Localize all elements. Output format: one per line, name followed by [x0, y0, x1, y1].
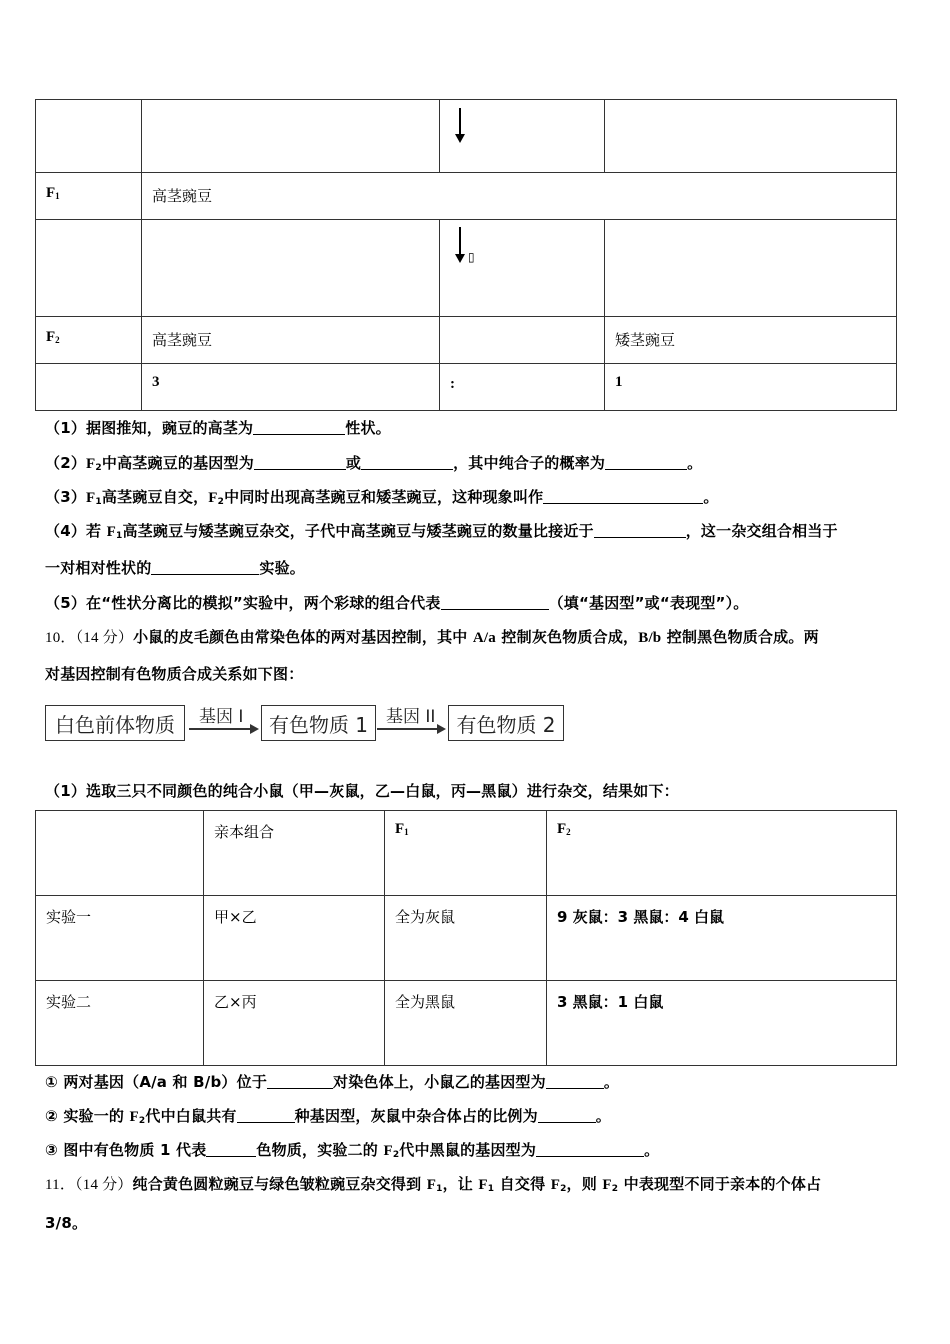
table-cell: [204, 896, 385, 981]
text: F: [383, 1143, 393, 1159]
ratio-value: 3: [152, 374, 160, 390]
answer-blank[interactable]: [151, 560, 259, 575]
table-row: [36, 896, 897, 981]
table-cell: [36, 173, 142, 220]
generation-label: F: [46, 185, 56, 201]
right-arrow-icon: [377, 728, 444, 730]
answer-blank[interactable]: [546, 1074, 604, 1089]
subscript: 1: [436, 1184, 443, 1194]
text: 9 灰鼠：3 黑鼠：4 白鼠: [557, 908, 724, 926]
question-10-stem-cont: [45, 663, 303, 684]
gene-label: A/a: [472, 630, 496, 646]
text: 3/8。: [45, 1214, 88, 1232]
text: 有色物质 1: [268, 712, 369, 737]
table-cell: [36, 220, 142, 317]
text: ，这一杂交组合相当于: [685, 522, 838, 540]
text: 色物质，实验二的: [256, 1141, 384, 1159]
table-cell: [204, 981, 385, 1066]
table-cell: [142, 173, 897, 220]
table-cell: [142, 317, 440, 364]
text: 全为灰鼠: [395, 908, 456, 926]
question-9-5: [45, 592, 749, 613]
text: 代中白鼠共有: [145, 1107, 237, 1125]
table-cell: [385, 981, 547, 1066]
question-11-stem: [45, 1173, 821, 1194]
text: 控制灰色物质合成，: [496, 628, 639, 646]
text: 高茎豌豆自交，: [101, 488, 209, 506]
table-cell: [142, 364, 440, 411]
table-cell: [605, 100, 897, 173]
answer-blank[interactable]: [543, 489, 703, 504]
question-10-1: [45, 780, 679, 801]
text: 实验。: [259, 559, 306, 577]
question-score: （14 分）: [75, 630, 134, 646]
table-cell: [440, 220, 605, 317]
question-9-2: [45, 452, 702, 473]
table-row: [36, 364, 897, 411]
answer-blank[interactable]: [237, 1108, 295, 1123]
table-cell: [142, 220, 440, 317]
text: 。: [703, 488, 719, 506]
flow-box-color-1: [261, 705, 376, 741]
text: 高茎豌豆与矮茎豌豆杂交，子代中高茎豌豆与矮茎豌豆的数量比接近于: [122, 522, 594, 540]
text: ② 实验一的: [45, 1107, 130, 1125]
text: F: [602, 1177, 612, 1193]
text: F: [86, 456, 96, 472]
question-10-c3: [45, 1139, 659, 1160]
text: 一对相对性状的: [45, 559, 152, 577]
text: F: [426, 1177, 437, 1193]
text: $F_1$: [395, 821, 409, 837]
table-header-cell: [204, 811, 385, 896]
answer-blank[interactable]: [605, 455, 687, 470]
text: （1）选取三只不同颜色的纯合小鼠（甲—灰鼠，乙—白鼠，丙—黑鼠）进行杂交，结果如下：: [45, 782, 679, 800]
ratio-value: 1: [615, 374, 623, 390]
subscript: 2: [95, 463, 102, 473]
text: $F_2$: [557, 821, 571, 837]
table-cell: [605, 220, 897, 317]
phenotype-text: 矮茎豌豆: [615, 331, 676, 349]
text: 对染色体上，小鼠乙的基因型为: [333, 1073, 546, 1091]
text: （5）在“性状分离比的模拟”实验中，两个彩球的组合代表: [45, 594, 441, 612]
subscript: 2: [560, 1184, 567, 1194]
table-cell: [385, 896, 547, 981]
table-row: [36, 220, 897, 317]
subscript: 1: [55, 191, 60, 201]
text: 纯合黄色圆粒豌豆与绿色皱粒豌豆杂交得到: [132, 1175, 427, 1193]
text: F: [208, 490, 218, 506]
answer-blank[interactable]: [206, 1142, 256, 1157]
text: [36, 811, 203, 821]
table-cell: [547, 896, 897, 981]
table-row: [36, 173, 897, 220]
text: 中同时出现高茎豌豆和矮茎豌豆，这种现象叫作: [224, 488, 544, 506]
table-cell: [605, 364, 897, 411]
text: （4）若: [45, 522, 107, 540]
answer-blank[interactable]: [594, 523, 686, 538]
table-cell: [547, 981, 897, 1066]
text: F: [550, 1177, 561, 1193]
text: （填“基因型”或“表现型”）。: [548, 594, 749, 612]
text: 对基因控制有色物质合成关系如下图：: [45, 665, 304, 683]
question-10-c1: [45, 1071, 619, 1092]
question-9-4: [45, 520, 838, 541]
flow-box-color-2: [448, 705, 564, 741]
flow-box-white-precursor: [45, 705, 185, 741]
text: 控制黑色物质合成。两: [661, 628, 819, 646]
mouse-cross-table: [35, 810, 897, 1066]
down-arrow-icon: [459, 227, 461, 255]
text: 实验一: [46, 908, 92, 926]
ratio-separator: :: [450, 376, 455, 392]
text: ① 两对基因（A/a 和 B/b）位于: [45, 1073, 268, 1091]
text: ，其中纯合子的概率为: [453, 454, 606, 472]
table-cell: [36, 896, 204, 981]
table-cell: [605, 317, 897, 364]
text: 种基因型，灰鼠中杂合体占的比例为: [294, 1107, 538, 1125]
table-cell: [142, 100, 440, 173]
text: F: [86, 490, 96, 506]
text: 3 黑鼠：1 白鼠: [557, 993, 664, 1011]
text: 乙×丙: [214, 993, 257, 1011]
text: F: [129, 1109, 139, 1125]
text: 亲本组合: [214, 823, 275, 841]
flow-label-gene-1: 基因 I: [199, 707, 244, 727]
text: 或: [345, 454, 362, 472]
text: 甲×乙: [214, 908, 257, 926]
table-header-cell: [547, 811, 897, 896]
question-11-stem-cont: [45, 1212, 87, 1233]
text: 白色前体物质: [55, 712, 175, 737]
question-9-3: [45, 486, 719, 507]
table-cell: [36, 317, 142, 364]
answer-blank[interactable]: [441, 595, 549, 610]
phenotype-text: 高茎豌豆: [152, 187, 213, 205]
text: （3）: [45, 488, 87, 506]
answer-blank[interactable]: [536, 1142, 644, 1157]
text: 。: [603, 1073, 620, 1091]
text: ，则: [566, 1175, 603, 1193]
text: 。: [644, 1141, 660, 1159]
flow-label-gene-2: 基因 II: [386, 707, 436, 727]
text: 实验二: [46, 993, 92, 1011]
subscript: 1: [487, 1184, 495, 1194]
subscript: 2: [138, 1116, 146, 1126]
text: 自交得: [494, 1175, 551, 1193]
pea-cross-table: [35, 99, 897, 411]
table-header-cell: [385, 811, 547, 896]
table-header-row: [36, 811, 897, 896]
text: （1）据图推知，豌豆的高茎为: [45, 419, 254, 437]
text: ，让: [442, 1175, 479, 1193]
table-cell: [36, 981, 204, 1066]
text: 小鼠的皮毛颜色由常染色体的两对基因控制，其中: [133, 628, 473, 646]
subscript: 2: [217, 497, 225, 507]
question-score: （14 分）: [75, 1177, 133, 1193]
phenotype-text: 高茎豌豆: [152, 331, 213, 349]
question-number: 10．: [45, 630, 76, 646]
question-9-4-cont: [45, 557, 305, 578]
text: 全为黑鼠: [395, 993, 456, 1011]
table-cell: [36, 100, 142, 173]
answer-blank[interactable]: [267, 1074, 333, 1089]
subscript: 1: [116, 531, 123, 541]
text: 。: [595, 1107, 611, 1125]
answer-blank[interactable]: [253, 420, 345, 435]
placeholder-glyph: ▯: [468, 250, 475, 264]
question-number: 11．: [45, 1177, 76, 1193]
text: 中高茎豌豆的基因型为: [101, 454, 254, 472]
subscript: 1: [95, 497, 102, 507]
text: 有色物质 2: [456, 712, 556, 737]
text: （2）: [45, 454, 87, 472]
table-cell: [440, 100, 605, 173]
question-10-c2: [45, 1105, 611, 1126]
answer-blank[interactable]: [538, 1108, 596, 1123]
table-cell: [440, 317, 605, 364]
text: F: [106, 524, 117, 540]
text: 性状。: [345, 419, 391, 437]
question-9-1: [45, 417, 391, 438]
answer-blank[interactable]: [361, 455, 453, 470]
table-cell: [440, 364, 605, 411]
generation-label: F: [46, 329, 56, 345]
text: ③ 图中有色物质 1 代表: [45, 1141, 207, 1159]
text: 中表现型不同于亲本的个体占: [618, 1175, 822, 1193]
table-header-cell: [36, 811, 204, 896]
table-cell: [36, 364, 142, 411]
subscript: 2: [611, 1184, 619, 1194]
text: 。: [687, 454, 703, 472]
gene-label: B/b: [638, 630, 662, 646]
table-row: [36, 317, 897, 364]
right-arrow-icon: [189, 728, 257, 730]
subscript: 2: [392, 1150, 400, 1160]
down-arrow-icon: [459, 108, 461, 135]
question-10-stem: [45, 626, 819, 647]
text: 代中黑鼠的基因型为: [399, 1141, 537, 1159]
table-row: [36, 981, 897, 1066]
subscript: 2: [55, 335, 60, 345]
table-row: [36, 100, 897, 173]
text: F: [478, 1177, 488, 1193]
answer-blank[interactable]: [254, 455, 346, 470]
